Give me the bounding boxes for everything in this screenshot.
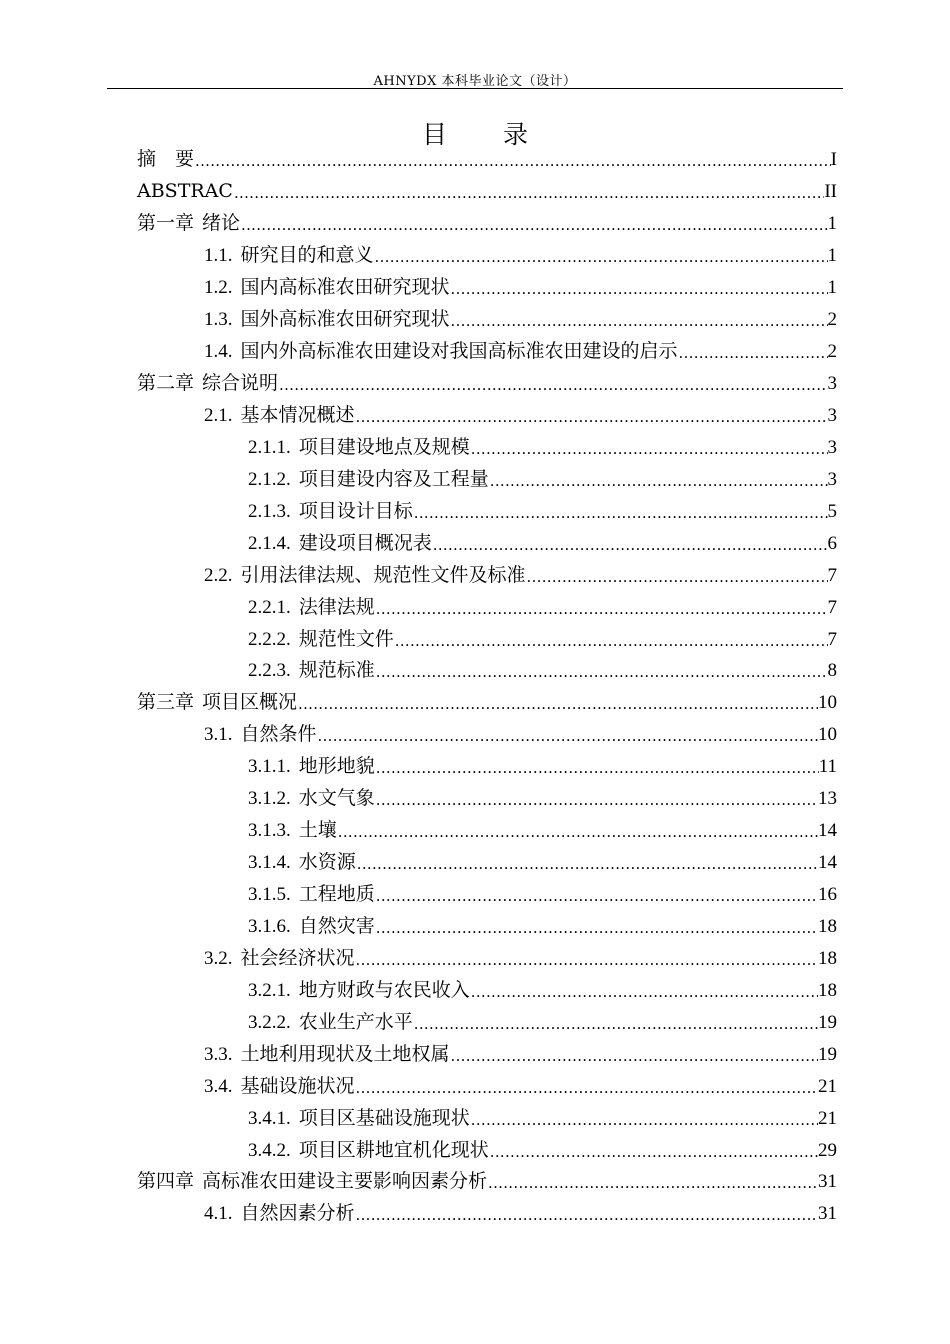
toc-entry-title: 综合说明 bbox=[202, 372, 279, 395]
toc-leader-dots bbox=[375, 921, 818, 936]
toc-entry-page: 21 bbox=[818, 1075, 837, 1097]
toc-leader-dots bbox=[337, 825, 818, 840]
toc-leader-dots bbox=[450, 314, 828, 329]
toc-leader-dots bbox=[375, 602, 828, 617]
toc-entry-number: 2.2.3. bbox=[248, 660, 291, 682]
toc-entry-number: 第四章 bbox=[137, 1171, 195, 1193]
toc-entry[interactable] bbox=[204, 304, 837, 336]
toc-entry-title: 自然因素分析 bbox=[240, 1202, 355, 1225]
toc-entry-number: 2.2.2. bbox=[248, 628, 291, 650]
toc-entry-title: 工程地质 bbox=[298, 883, 375, 906]
toc-entry-title: 引用法律法规、规范性文件及标准 bbox=[240, 563, 526, 586]
toc-entry-page: 2 bbox=[827, 309, 837, 331]
toc-entry-title: 农业生产水平 bbox=[298, 1010, 413, 1033]
toc-entry[interactable] bbox=[248, 1134, 837, 1166]
toc-leader-dots bbox=[375, 889, 818, 904]
toc-entry-number: 2.1. bbox=[204, 404, 233, 426]
toc-entry-page: 3 bbox=[827, 404, 837, 426]
toc-entry-number: 1.2. bbox=[204, 277, 233, 299]
toc-entry-title: 自然灾害 bbox=[298, 914, 375, 937]
toc-entry-page: 19 bbox=[818, 1011, 837, 1033]
toc-entry-number: 2.1.4. bbox=[248, 532, 291, 554]
toc-entry-page: 2 bbox=[827, 341, 837, 363]
toc-entry-title: 社会经济状况 bbox=[240, 946, 355, 969]
toc-entry-title: 水资源 bbox=[298, 851, 356, 874]
running-header: AHNYDX 本科毕业论文（设计） bbox=[373, 74, 577, 89]
toc-leader-dots bbox=[355, 1208, 818, 1223]
toc-entry-number: 3.4.2. bbox=[248, 1139, 291, 1161]
toc-entry[interactable] bbox=[204, 272, 837, 304]
toc-leader-dots bbox=[356, 857, 818, 872]
toc-leader-dots bbox=[489, 1145, 818, 1160]
toc-leader-dots bbox=[240, 218, 827, 233]
toc-entry-number: 2.2.1. bbox=[248, 596, 291, 618]
toc-entry-title: 项目区基础设施现状 bbox=[298, 1106, 470, 1129]
toc-entry-page: 7 bbox=[827, 628, 837, 650]
toc-entry-page: 3 bbox=[827, 436, 837, 458]
table-of-contents bbox=[0, 144, 950, 1230]
toc-leader-dots bbox=[317, 729, 818, 744]
toc-entry-number: 2.1.2. bbox=[248, 468, 291, 490]
toc-entry[interactable] bbox=[204, 400, 837, 432]
toc-entry-number: 3.2.2. bbox=[248, 1011, 291, 1033]
toc-entry-number: 3.4.1. bbox=[248, 1107, 291, 1129]
toc-entry-page: 1 bbox=[827, 277, 837, 299]
toc-entry-title: 国内高标准农田研究现状 bbox=[240, 276, 450, 299]
toc-entry-page: 18 bbox=[818, 915, 837, 937]
toc-entry-title: 高标准农田建设主要影响因素分析 bbox=[202, 1170, 488, 1193]
toc-entry[interactable] bbox=[137, 144, 837, 176]
toc-leader-dots bbox=[432, 538, 828, 553]
toc-leader-dots bbox=[470, 985, 818, 1000]
toc-entry-page: 6 bbox=[827, 532, 837, 554]
toc-entry-number: 2.2. bbox=[204, 564, 233, 586]
toc-entry[interactable] bbox=[204, 240, 837, 272]
toc-entry-page: 29 bbox=[818, 1139, 837, 1161]
toc-entry[interactable] bbox=[248, 623, 837, 655]
toc-entry[interactable] bbox=[248, 879, 837, 911]
toc-entry-number: 3.2. bbox=[204, 947, 233, 969]
toc-entry-number: 1.4. bbox=[204, 341, 233, 363]
toc-entry-title: 土壤 bbox=[298, 819, 337, 842]
toc-leader-dots bbox=[394, 634, 828, 649]
toc-entry[interactable] bbox=[204, 1198, 837, 1230]
toc-title: 目 录 bbox=[422, 120, 552, 149]
toc-entry-page: 18 bbox=[818, 979, 837, 1001]
toc-entry[interactable] bbox=[248, 495, 837, 527]
toc-entry-page: 1 bbox=[827, 245, 837, 267]
toc-entry[interactable] bbox=[204, 336, 837, 368]
toc-entry-title: 国外高标准农田研究现状 bbox=[240, 308, 450, 331]
toc-entry-page: 18 bbox=[818, 947, 837, 969]
toc-entry-page: 3 bbox=[827, 373, 837, 395]
toc-entry[interactable] bbox=[137, 176, 837, 208]
toc-entry[interactable] bbox=[248, 751, 837, 783]
toc-entry[interactable] bbox=[248, 1102, 837, 1134]
toc-leader-dots bbox=[487, 1176, 818, 1191]
toc-entry-title: 项目区耕地宜机化现状 bbox=[298, 1138, 489, 1161]
toc-leader-dots bbox=[450, 282, 828, 297]
toc-entry-page: I bbox=[830, 149, 837, 171]
toc-leader-dots bbox=[526, 570, 828, 585]
toc-entry-number: 3.1.2. bbox=[248, 788, 291, 810]
toc-entry-page: 31 bbox=[818, 1171, 837, 1193]
toc-entry-page: 19 bbox=[818, 1043, 837, 1065]
toc-entry-title: 项目建设地点及规模 bbox=[298, 435, 470, 458]
toc-entry-page: 11 bbox=[818, 756, 837, 778]
toc-leader-dots bbox=[470, 442, 828, 457]
header-rule bbox=[107, 88, 843, 89]
toc-leader-dots bbox=[355, 410, 828, 425]
toc-entry-page: 3 bbox=[827, 468, 837, 490]
toc-entry-title: ABSTRAC bbox=[137, 180, 233, 203]
toc-entry-title: 基本情况概述 bbox=[240, 403, 355, 426]
toc-entry-title: 项目建设内容及工程量 bbox=[298, 467, 489, 490]
toc-entry[interactable] bbox=[204, 1070, 837, 1102]
toc-entry-page: 7 bbox=[827, 596, 837, 618]
toc-entry[interactable] bbox=[248, 431, 837, 463]
toc-leader-dots bbox=[375, 665, 828, 680]
toc-leader-dots bbox=[450, 1049, 818, 1064]
toc-entry[interactable] bbox=[248, 815, 837, 847]
toc-entry-title: 规范标准 bbox=[298, 659, 375, 682]
toc-leader-dots bbox=[678, 346, 828, 361]
toc-entry[interactable] bbox=[137, 687, 837, 719]
toc-entry-number: 第三章 bbox=[137, 692, 195, 714]
toc-entry-number: 4.1. bbox=[204, 1203, 233, 1225]
toc-entry-number: 3.1.1. bbox=[248, 756, 291, 778]
toc-entry-page: 21 bbox=[818, 1107, 837, 1129]
toc-entry[interactable] bbox=[204, 559, 837, 591]
toc-entry-page: 14 bbox=[818, 820, 837, 842]
toc-entry[interactable] bbox=[248, 463, 837, 495]
toc-leader-dots bbox=[413, 1017, 818, 1032]
toc-entry-title: 水文气象 bbox=[298, 787, 375, 810]
toc-entry-title: 规范性文件 bbox=[298, 627, 394, 650]
toc-entry-number: 3.2.1. bbox=[248, 979, 291, 1001]
toc-leader-dots bbox=[375, 793, 818, 808]
toc-entry-title: 法律法规 bbox=[298, 595, 375, 618]
toc-entry[interactable] bbox=[137, 1166, 837, 1198]
toc-entry-title: 摘 要 bbox=[137, 148, 195, 171]
toc-entry-page: 13 bbox=[818, 788, 837, 810]
toc-entry-number: 3.1.6. bbox=[248, 915, 291, 937]
toc-entry-title: 自然条件 bbox=[240, 723, 317, 746]
toc-entry-page: 5 bbox=[827, 500, 837, 522]
toc-entry-page: 8 bbox=[827, 660, 837, 682]
toc-entry-number: 3.1.5. bbox=[248, 884, 291, 906]
toc-leader-dots bbox=[470, 1113, 818, 1128]
toc-leader-dots bbox=[194, 154, 831, 169]
toc-leader-dots bbox=[278, 378, 827, 393]
toc-entry-title: 建设项目概况表 bbox=[298, 531, 432, 554]
toc-entry-page: 10 bbox=[818, 724, 837, 746]
toc-entry-number: 2.1.3. bbox=[248, 500, 291, 522]
toc-leader-dots bbox=[233, 186, 824, 201]
toc-leader-dots bbox=[375, 761, 819, 776]
toc-entry-number: 1.3. bbox=[204, 309, 233, 331]
toc-entry-title: 地方财政与农民收入 bbox=[298, 978, 470, 1001]
toc-entry[interactable] bbox=[248, 655, 837, 687]
toc-leader-dots bbox=[413, 506, 828, 521]
toc-entry[interactable] bbox=[137, 208, 837, 240]
toc-entry-title: 研究目的和意义 bbox=[240, 244, 374, 267]
toc-entry[interactable] bbox=[248, 974, 837, 1006]
toc-entry-number: 3.1.4. bbox=[248, 852, 291, 874]
toc-entry-page: 10 bbox=[818, 692, 837, 714]
toc-entry-title: 绪论 bbox=[202, 212, 241, 235]
toc-entry[interactable] bbox=[248, 527, 837, 559]
toc-entry-number: 3.3. bbox=[204, 1043, 233, 1065]
toc-entry-number: 3.4. bbox=[204, 1075, 233, 1097]
toc-entry[interactable] bbox=[204, 719, 837, 751]
toc-entry-page: 31 bbox=[818, 1203, 837, 1225]
toc-entry-title: 土地利用现状及土地权属 bbox=[240, 1042, 450, 1065]
toc-leader-dots bbox=[489, 474, 828, 489]
toc-entry[interactable] bbox=[248, 591, 837, 623]
toc-leader-dots bbox=[355, 953, 818, 968]
toc-entry-title: 国内外高标准农田建设对我国高标准农田建设的启示 bbox=[240, 340, 678, 363]
toc-entry-number: 第二章 bbox=[137, 373, 195, 395]
toc-entry-number: 第一章 bbox=[137, 213, 195, 235]
toc-leader-dots bbox=[355, 1081, 818, 1096]
toc-entry-title: 地形地貌 bbox=[298, 755, 375, 778]
toc-entry-page: 14 bbox=[818, 852, 837, 874]
toc-entry[interactable] bbox=[137, 368, 837, 400]
toc-entry-number: 1.1. bbox=[204, 245, 233, 267]
toc-entry-number: 3.1.3. bbox=[248, 820, 291, 842]
toc-entry-number: 2.1.1. bbox=[248, 436, 291, 458]
toc-entry-title: 基础设施状况 bbox=[240, 1074, 355, 1097]
toc-leader-dots bbox=[297, 697, 818, 712]
toc-entry-page: 7 bbox=[827, 564, 837, 586]
toc-entry-title: 项目区概况 bbox=[202, 691, 298, 714]
toc-entry[interactable] bbox=[248, 783, 837, 815]
toc-entry[interactable] bbox=[248, 847, 837, 879]
toc-entry-title: 项目设计目标 bbox=[298, 499, 413, 522]
toc-entry-page: II bbox=[824, 181, 837, 203]
toc-leader-dots bbox=[374, 250, 828, 265]
toc-entry-page: 1 bbox=[827, 213, 837, 235]
toc-entry[interactable] bbox=[204, 942, 837, 974]
toc-entry[interactable] bbox=[248, 911, 837, 943]
toc-entry[interactable] bbox=[248, 1006, 837, 1038]
toc-entry[interactable] bbox=[204, 1038, 837, 1070]
toc-entry-number: 3.1. bbox=[204, 724, 233, 746]
toc-entry-page: 16 bbox=[818, 884, 837, 906]
